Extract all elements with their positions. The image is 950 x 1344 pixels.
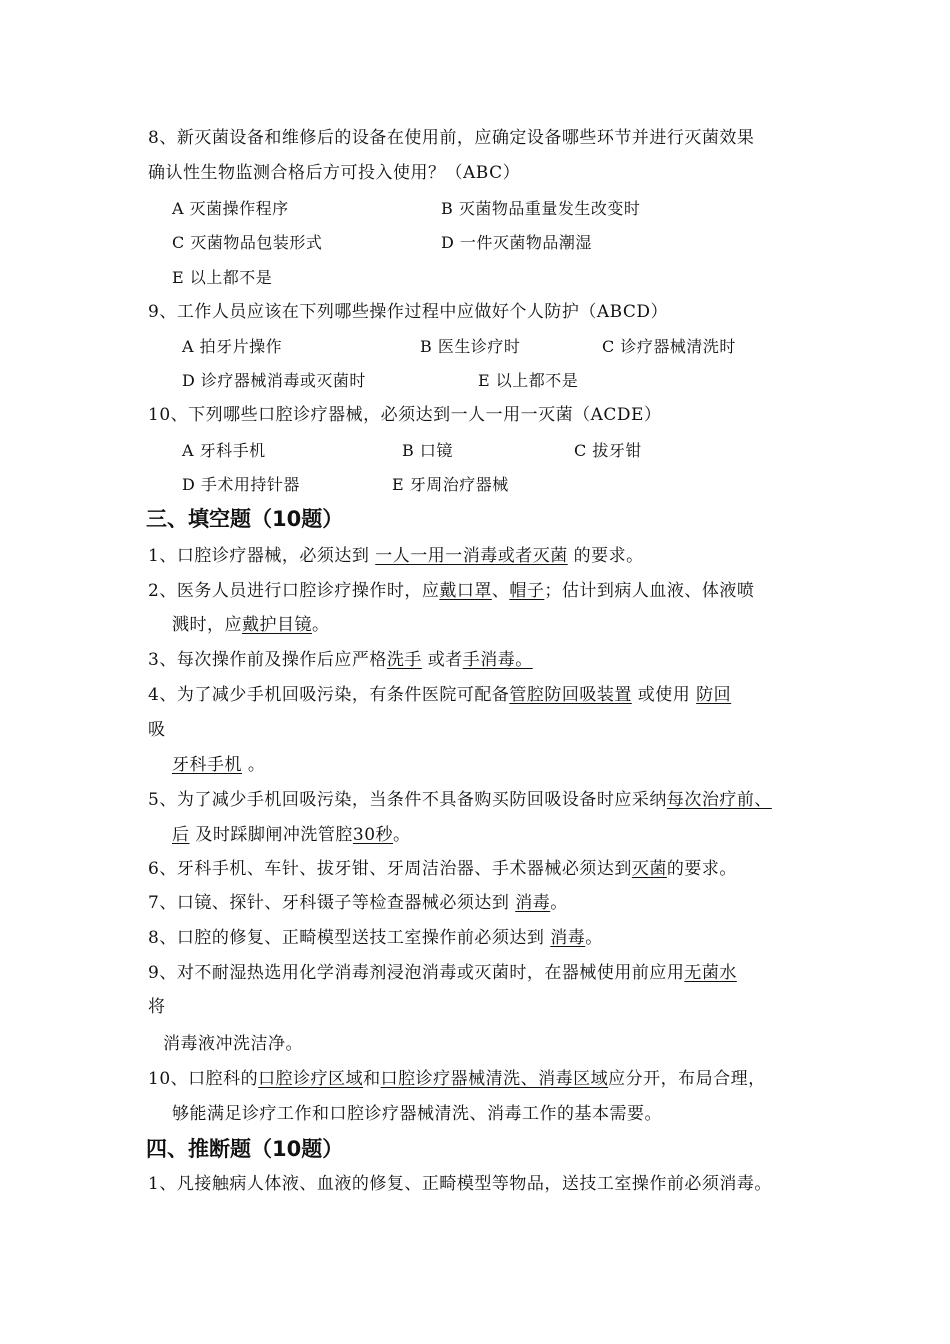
fill-2-line1 — [148, 580, 754, 602]
section-4-heading: 四、推断题（10题） — [146, 1137, 344, 1161]
fill-3-answer-2: 手消毒。 — [462, 650, 533, 670]
fill-2-sep: 、 — [491, 581, 510, 601]
fill-2-answer-3: 戴护目镜 — [242, 615, 312, 635]
fill-6-answer: 灭菌 — [631, 859, 667, 879]
fill-5-end: 。 — [393, 825, 411, 845]
q8-option-b: B 灭菌物品重量发生改变时 — [441, 199, 641, 218]
fill-2-end: 。 — [312, 615, 330, 635]
q9-option-e: E 以上都不是 — [478, 371, 579, 390]
fill-4-answer-2: 防回 — [696, 685, 732, 705]
fill-4-line3 — [172, 754, 265, 776]
fill-1 — [148, 545, 644, 567]
fill-10-post: 应分开，布局合理， — [608, 1069, 766, 1089]
q8-stem-line2: 确认性生物监测合格后方可投入使用？（ABC） — [148, 163, 521, 183]
fill-5-answer-2: 30秒 — [352, 825, 394, 845]
fill-4-answer-3: 牙科手机 — [172, 755, 242, 775]
q8-stem-line1: 8、新灭菌设备和维修后的设备在使用前，应确定设备哪些环节并进行灭菌效果 — [148, 128, 755, 148]
fill-9-answer: 无菌水 — [684, 963, 737, 983]
fill-4-line1 — [148, 684, 731, 706]
fill-8-end: 。 — [585, 928, 603, 948]
fill-7-text: 7、口镜、探针、牙科镊子等检查器械必须达到 — [148, 893, 510, 913]
fill-7 — [148, 892, 568, 914]
fill-3 — [148, 649, 533, 671]
section-3-heading: 三、填空题（10题） — [146, 507, 344, 531]
fill-2-mid: ；估计到病人血液、体液喷 — [544, 581, 755, 601]
fill-8 — [148, 927, 603, 949]
fill-5-line1 — [148, 789, 772, 811]
fill-6-end: 的要求。 — [666, 859, 737, 879]
q10-option-d: D 手术用持针器 — [182, 475, 300, 494]
fill-8-text: 8、口腔的修复、正畸模型送技工室操作前必须达到 — [148, 928, 545, 948]
fill-4-end: 。 — [247, 755, 266, 775]
q9-stem: 9、工作人员应该在下列哪些操作过程中应做好个人防护（ABCD） — [148, 302, 669, 322]
q9-option-c: C 诊疗器械清洗时 — [602, 337, 736, 356]
fill-3-mid: 或者 — [427, 650, 463, 670]
fill-5-mid: 及时踩脚闸冲洗管腔 — [195, 825, 353, 845]
fill-9-line2: 将 — [148, 997, 166, 1017]
fill-10-answer-2: 口腔诊疗器械清洗、消毒区域 — [380, 1069, 609, 1089]
fill-10-answer-1: 口腔诊疗区域 — [258, 1069, 364, 1089]
fill-5-text: 5、为了减少手机回吸污染，当条件不具备购买防回吸设备时应采纳 — [148, 790, 667, 810]
fill-5-line2 — [172, 824, 411, 846]
fill-9-line1 — [148, 962, 737, 984]
fill-10-line1 — [148, 1068, 766, 1090]
fill-9-line3: 消毒液冲洗洁净。 — [163, 1034, 303, 1054]
fill-6-text: 6、牙科手机、车针、拔牙钳、牙周洁治器、手术器械必须达到 — [148, 859, 632, 879]
q9-option-b: B 医生诊疗时 — [420, 337, 521, 356]
fill-4-line2: 吸 — [148, 720, 166, 740]
fill-2-answer-2: 帽子 — [509, 581, 545, 601]
fill-10-line2: 够能满足诊疗工作和口腔诊疗器械清洗、消毒工作的基本需要。 — [172, 1104, 662, 1124]
q8-option-e: E 以上都不是 — [172, 268, 273, 287]
fill-2-l2-text: 溅时，应 — [172, 615, 242, 635]
fill-5-answer-1b: 后 — [172, 825, 190, 845]
q8-option-a: A 灭菌操作程序 — [172, 199, 289, 218]
fill-9-text: 9、对不耐湿热选用化学消毒剂浸泡消毒或灭菌时，在器械使用前应用 — [148, 963, 685, 983]
fill-2-line2 — [172, 614, 330, 636]
q8-option-d: D 一件灭菌物品潮湿 — [441, 233, 592, 252]
judgment-1: 1、凡接触病人体液、血液的修复、正畸模型等物品，送技工室操作前必须消毒。 — [148, 1174, 772, 1194]
q10-option-e: E 牙周治疗器械 — [392, 475, 509, 494]
fill-4-text: 4、为了减少手机回吸污染，有条件医院可配备 — [148, 685, 510, 705]
q10-option-b: B 口镜 — [402, 441, 453, 460]
fill-1-end: 的要求。 — [573, 546, 644, 566]
q10-option-c: C 拔牙钳 — [574, 441, 642, 460]
fill-10-mid: 和 — [363, 1069, 381, 1089]
fill-6 — [148, 858, 737, 880]
fill-2-text: 2、医务人员进行口腔诊疗操作时，应 — [148, 581, 440, 601]
fill-8-answer: 消毒 — [550, 928, 586, 948]
q9-option-a: A 拍牙片操作 — [182, 337, 283, 356]
fill-7-answer: 消毒 — [515, 893, 551, 913]
fill-3-text: 3、每次操作前及操作后应严格 — [148, 650, 387, 670]
fill-1-answer: 一人一用一消毒或者灭菌 — [375, 546, 568, 566]
q10-option-a: A 牙科手机 — [182, 441, 266, 460]
fill-2-answer-1: 戴口罩 — [439, 581, 492, 601]
q10-stem: 10、下列哪些口腔诊疗器械，必须达到一人一用一灭菌（ACDE） — [148, 405, 662, 425]
fill-7-end: 。 — [550, 893, 568, 913]
fill-5-answer-1: 每次治疗前、 — [666, 790, 772, 810]
q8-option-c: C 灭菌物品包装形式 — [172, 233, 323, 252]
fill-3-answer-1: 洗手 — [386, 650, 422, 670]
fill-10-text: 10、口腔科的 — [148, 1069, 259, 1089]
fill-4-answer-1: 管腔防回吸装置 — [509, 685, 632, 705]
fill-1-text: 1、口腔诊疗器械，必须达到 — [148, 546, 370, 566]
q9-option-d: D 诊疗器械消毒或灭菌时 — [182, 371, 366, 390]
fill-4-mid: 或使用 — [637, 685, 691, 705]
